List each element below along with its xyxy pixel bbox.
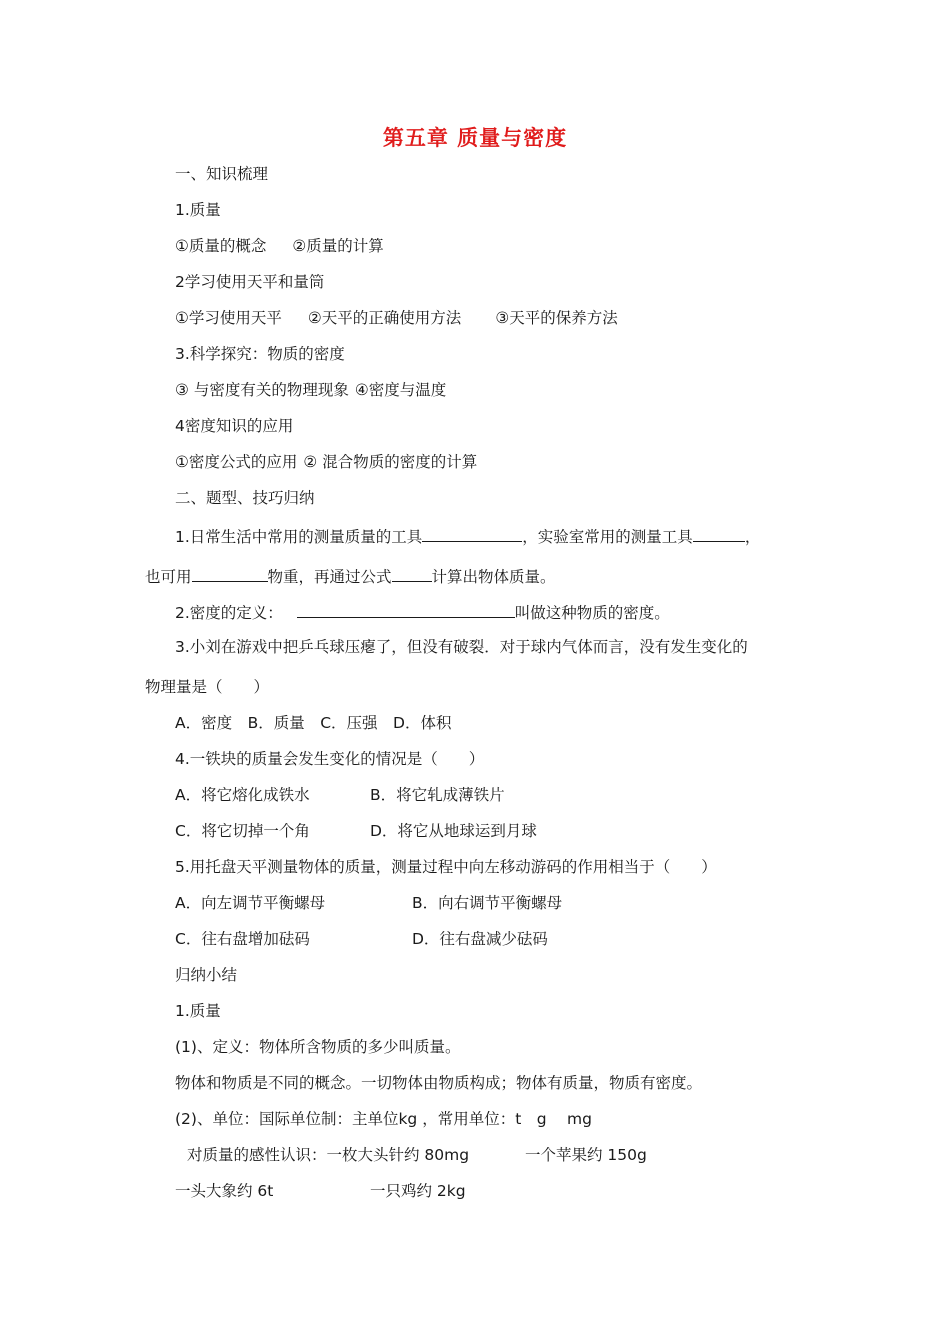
question-2 <box>175 601 670 623</box>
outline-item: ②天平的正确使用方法 <box>307 309 462 327</box>
question-text: 2.密度的定义： <box>175 604 283 622</box>
problems-heading: 二、题型、技巧归纳 <box>175 489 315 507</box>
outline-item: ①质量的概念 <box>175 237 267 255</box>
question-3-options: A．密度 B．质量 C．压强 D．体积 <box>175 714 452 732</box>
question-4-option-d: D．将它从地球运到月球 <box>370 822 537 840</box>
summary-sense-apple: 一个苹果约 150g <box>525 1146 647 1164</box>
page-title: 第五章 质量与密度 <box>382 126 568 150</box>
summary-note: 物体和物质是不同的概念。一切物体由物质构成；物体有质量，物质有密度。 <box>175 1074 703 1092</box>
outline-item: ①学习使用天平 <box>175 309 282 327</box>
answer-blank[interactable] <box>192 565 268 582</box>
question-1-line-1 <box>175 525 760 547</box>
question-4-option-c: C．将它切掉一个角 <box>175 822 310 840</box>
question-text: ， <box>744 528 761 546</box>
summary-sense-chicken: 一只鸡约 2kg <box>370 1182 466 1200</box>
outline-section-2: 2学习使用天平和量筒 <box>175 273 325 291</box>
question-5-option-a: A．向左调节平衡螺母 <box>175 894 326 912</box>
outline-heading: 一、知识梳理 <box>175 165 269 183</box>
question-5-option-c: C．往右盘增加砝码 <box>175 930 310 948</box>
question-text: 计算出物体质量。 <box>431 568 556 586</box>
summary-sense-pin: 对质量的感性认识：一枚大头针约 80mg <box>187 1146 470 1164</box>
summary-heading: 归纳小结 <box>175 966 238 984</box>
answer-blank[interactable] <box>693 525 745 542</box>
question-text: 1.日常生活中常用的测量质量的工具 <box>175 528 423 546</box>
outline-section-4: 4密度知识的应用 <box>175 417 294 435</box>
outline-item: ①密度公式的应用 <box>175 453 298 471</box>
question-1-line-2 <box>145 565 556 587</box>
question-4: 4.一铁块的质量会发生变化的情况是（ ） <box>175 750 485 768</box>
outline-section-2-items <box>175 308 618 328</box>
outline-item: ② 混合物质的密度的计算 <box>303 453 478 471</box>
outline-section-4-items <box>175 452 477 472</box>
summary-units: (2)、单位：国际单位制：主单位kg ，常用单位：t g mg <box>175 1110 592 1128</box>
question-4-option-a: A．将它熔化成铁水 <box>175 786 310 804</box>
outline-item: ③天平的保养方法 <box>495 309 618 327</box>
question-5-option-d: D．往右盘减少砝码 <box>412 930 548 948</box>
outline-item: ④密度与温度 <box>354 381 447 399</box>
outline-item: ②质量的计算 <box>292 237 384 255</box>
outline-item: ③ 与密度有关的物理现象 <box>175 381 349 399</box>
outline-section-3-items <box>175 380 446 400</box>
question-5: 5.用托盘天平测量物体的质量，测量过程中向左移动游码的作用相当于（ ） <box>175 858 717 876</box>
summary-definition: (1)、定义：物体所含物质的多少叫质量。 <box>175 1038 461 1056</box>
answer-blank[interactable] <box>422 525 522 542</box>
answer-blank[interactable] <box>297 601 515 618</box>
question-text: 物重，再通过公式 <box>267 568 392 586</box>
question-4-option-b: B．将它轧成薄铁片 <box>370 786 505 804</box>
question-text: 叫做这种物质的密度。 <box>514 604 670 622</box>
question-3-line-1: 3.小刘在游戏中把乒乓球压瘪了，但没有破裂．对于球内气体而言，没有发生变化的 <box>175 638 748 656</box>
outline-section-3: 3.科学探究：物质的密度 <box>175 345 345 363</box>
question-3-line-2: 物理量是（ ） <box>145 678 270 696</box>
summary-section-1: 1.质量 <box>175 1002 221 1020</box>
question-text: ，实验室常用的测量工具 <box>522 528 693 546</box>
outline-section-1-items <box>175 236 384 256</box>
summary-sense-elephant: 一头大象约 6t <box>175 1182 274 1200</box>
question-5-option-b: B．向右调节平衡螺母 <box>412 894 563 912</box>
answer-blank[interactable] <box>392 565 432 582</box>
outline-section-1: 1.质量 <box>175 201 221 219</box>
question-text: 也可用 <box>145 568 192 586</box>
